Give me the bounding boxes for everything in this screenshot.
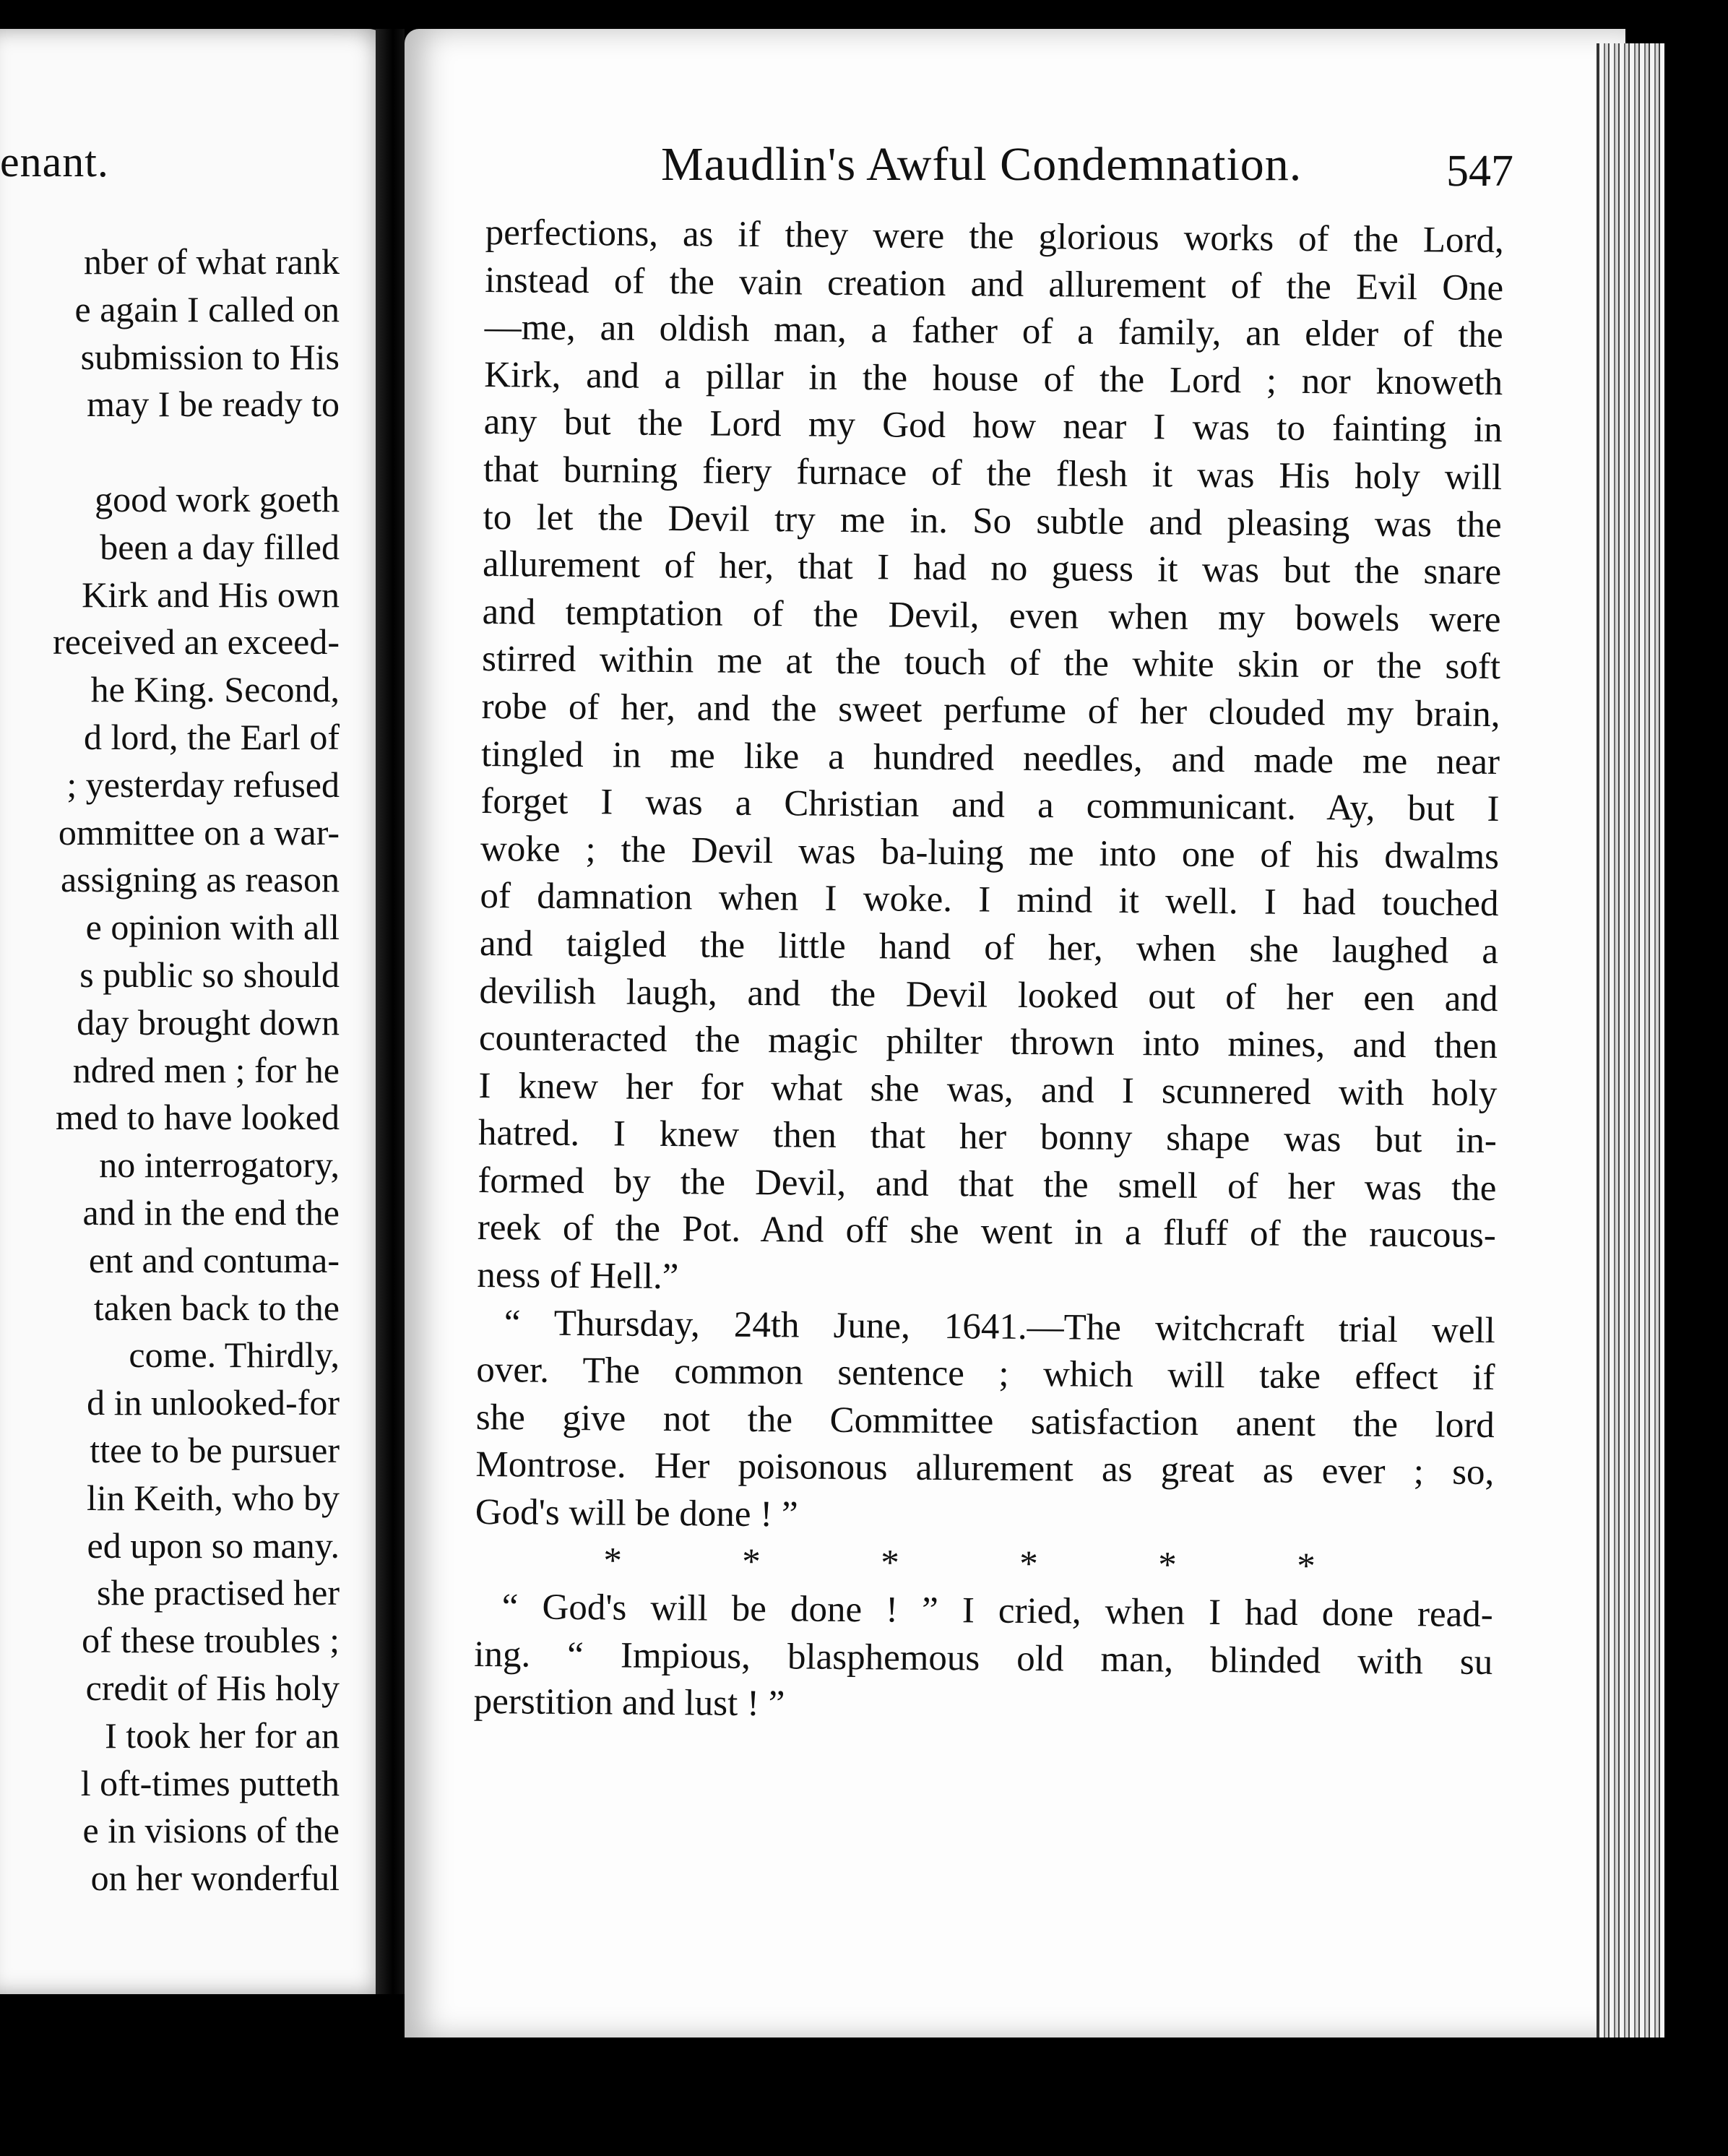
left-text-line: nber of what rank — [83, 241, 340, 282]
left-running-title: enant. — [0, 138, 109, 186]
left-text-line: ttee to be pursuer — [90, 1429, 340, 1470]
text-line: any but the Lord my God how near I was to fainting in — [483, 402, 1503, 451]
left-text-line: e opinion with all — [85, 907, 340, 948]
left-text-line: e in visions of the — [82, 1810, 340, 1851]
left-text-line: submission to His — [80, 336, 340, 377]
text-line: instead of the vain creation and allurement of the Evil One — [485, 259, 1504, 309]
left-text-line — [0, 428, 340, 476]
section-break: * * * * * * — [603, 1540, 1316, 1587]
text-line: forget I was a Christian and a communicant. Ay, but I — [480, 781, 1500, 830]
left-text-line: d in unlooked-for — [87, 1382, 340, 1423]
left-text-line: ommittee on a war- — [58, 811, 340, 853]
left-page — [0, 29, 390, 1994]
text-line: robe of her, and the sweet perfume of her clouded my brain, — [481, 686, 1500, 735]
left-text-line: he King. Second, — [90, 669, 340, 710]
text-line: “ God's will be done ! ” I cried, when I had done read- — [501, 1587, 1493, 1636]
left-text-line: may I be ready to — [87, 384, 340, 425]
text-line: —me, an oldish man, a father of a family, an elder of the — [484, 307, 1503, 356]
text-line: and taigled the little hand of her, when she laughed a — [479, 923, 1499, 972]
text-line: God's will be done ! ” — [475, 1491, 798, 1535]
running-title: Maudlin's Awful Condemnation. — [661, 138, 1303, 191]
left-text-line: ; yesterday refused — [66, 764, 340, 805]
left-text-line: lin Keith, who by — [87, 1477, 340, 1518]
left-text-line: med to have looked — [56, 1097, 340, 1138]
left-text-line: l oft-times putteth — [80, 1762, 340, 1803]
text-line: formed by the Devil, and that the smell of her was the — [478, 1160, 1497, 1209]
left-text-line: e again I called on — [74, 288, 340, 329]
text-line: that burning fiery furnace of the flesh it was His holy will — [483, 449, 1503, 499]
left-text-line: no interrogatory, — [99, 1144, 340, 1186]
text-line: perstition and lust ! ” — [473, 1681, 785, 1725]
left-text-line: assigning as reason — [60, 859, 340, 900]
left-text-line: of these troubles ; — [82, 1620, 340, 1661]
text-line: stirred within me at the touch of the white skin or the soft — [481, 639, 1501, 688]
text-line: to let the Devil try me in. So subtle and pleasing was the — [483, 496, 1502, 546]
text-line: allurement of her, that I had no guess it was but the snare — [482, 544, 1502, 593]
left-text-line: d lord, the Earl of — [83, 716, 340, 757]
text-line: woke ; the Devil was ba-luing me into one of his dwalms — [480, 828, 1500, 877]
text-line: reek of the Pot. And off she went in a fluff of the raucous- — [477, 1207, 1497, 1256]
text-line: tingled in me like a hundred needles, and made me near — [480, 733, 1500, 782]
left-text-line: good work goeth — [95, 478, 340, 519]
text-line: ness of Hell.” — [477, 1255, 679, 1298]
text-line: Montrose. Her poisonous allurement as great as ever ; so, — [475, 1444, 1495, 1493]
left-text-line: taken back to the — [93, 1287, 340, 1328]
left-text-line: ent and contuma- — [88, 1239, 340, 1280]
left-text-line: day brought down — [77, 1001, 340, 1043]
book-gutter — [376, 29, 405, 1994]
left-text-line: I took her for an — [105, 1715, 340, 1756]
left-page-text — [0, 238, 340, 1902]
text-line: she give not the Committee satisfaction anent the lord — [475, 1397, 1495, 1446]
text-line: ing. “ Impious, blasphemous old man, blinded with su — [474, 1634, 1493, 1683]
right-page-header — [661, 137, 1513, 202]
page-edges — [1597, 43, 1664, 2038]
left-text-line: and in the end the — [82, 1191, 340, 1233]
left-text-line: she practised her — [97, 1572, 340, 1613]
text-line: “ Thursday, 24th June, 1641.—The witchcraft trial well — [504, 1302, 1496, 1351]
body-text — [474, 210, 1504, 1734]
left-text-line: Kirk and His own — [82, 574, 340, 615]
left-text-line: on her wonderful — [90, 1858, 340, 1899]
left-text-line: s public so should — [79, 954, 340, 995]
text-line: Kirk, and a pillar in the house of the Lord ; nor knoweth — [483, 354, 1503, 403]
text-line: and temptation of the Devil, even when my bowels were — [482, 591, 1501, 640]
left-text-line: received an exceed- — [53, 621, 340, 663]
text-line: hatred. I knew then that her bonny shape was but in- — [478, 1113, 1498, 1162]
text-line: I knew her for what she was, and I scunnered with holy — [478, 1065, 1498, 1114]
text-line: perfections, as if they were the glorious works of the Lord, — [485, 212, 1504, 262]
text-line: counteracted the magic philter thrown into mines, and then — [478, 1018, 1498, 1067]
left-text-line: credit of His holy — [85, 1667, 340, 1708]
left-text-line: been a day filled — [100, 526, 340, 567]
page-number: 547 — [1446, 147, 1513, 196]
text-line: of damnation when I woke. I mind it well. I had touched — [480, 876, 1499, 925]
left-text-line: ndred men ; for he — [72, 1049, 340, 1090]
left-text-line: ed upon so many. — [87, 1525, 340, 1566]
text-line: over. The common sentence ; which will take effect if — [476, 1350, 1495, 1399]
left-text-line: come. Thirdly, — [129, 1334, 340, 1376]
text-line: devilish laugh, and the Devil looked out of her een and — [479, 970, 1498, 1019]
